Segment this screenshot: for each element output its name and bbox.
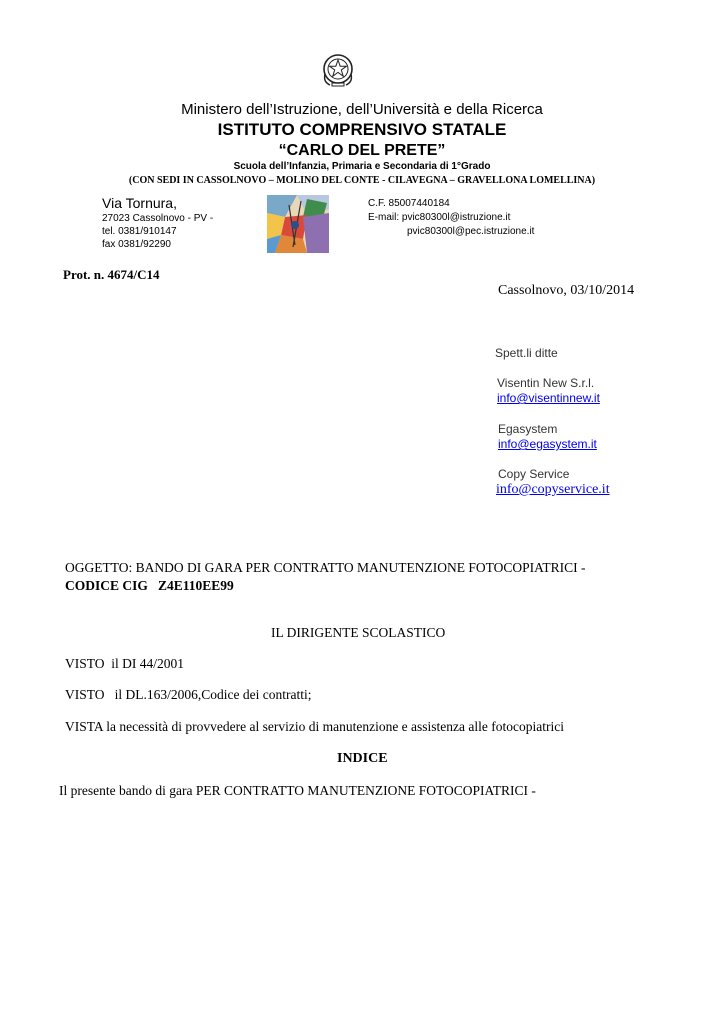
email-line: E-mail: pvic80300l@istruzione.it xyxy=(368,212,511,223)
pec-line: pvic80300l@pec.istruzione.it xyxy=(407,226,535,237)
ministry-name: Ministero dell’Istruzione, dell’Università e della Ricerca xyxy=(181,101,543,118)
institute-name: ISTITUTO COMPRENSIVO STATALE xyxy=(217,120,507,139)
recipients-heading: Spett.li ditte xyxy=(495,346,558,360)
subject-cig: CODICE CIG Z4E110EE99 xyxy=(65,578,234,593)
recipient-name: Egasystem xyxy=(498,422,558,436)
recipient-name: Visentin New S.r.l. xyxy=(497,376,595,390)
recipient-name: Copy Service xyxy=(498,467,570,481)
protocol-number: Prot. n. 4674/C14 xyxy=(63,267,160,282)
subject-line: OGGETTO: BANDO DI GARA PER CONTRATTO MANUTENZIONE FOTOCOPIATRICI - xyxy=(65,560,586,575)
indice-heading: INDICE xyxy=(337,751,388,766)
fax-line: fax 0381/92290 xyxy=(102,239,171,250)
visto-line: VISTO il DI 44/2001 xyxy=(65,656,185,671)
school-name: “CARLO DEL PRETE” xyxy=(278,142,446,159)
dirigente-heading: IL DIRIGENTE SCOLASTICO xyxy=(271,625,446,640)
cf-line: C.F. 85007440184 xyxy=(368,198,450,209)
city-line: 27023 Cassolnovo - PV - xyxy=(102,213,214,224)
school-logo-icon xyxy=(267,195,329,253)
presente-line: Il presente bando di gara PER CONTRATTO MANUTENZIONE FOTOCOPIATRICI - xyxy=(59,783,536,798)
vista-line: VISTA la necessità di provvedere al servizio di manutenzione e assistenza alle fotocopiatrici xyxy=(65,719,564,734)
recipient-email-link[interactable]: info@visentinnew.it xyxy=(497,391,600,405)
visto-line: VISTO il DL.163/2006,Codice dei contratti; xyxy=(65,687,312,702)
tel-line: tel. 0381/910147 xyxy=(102,226,177,237)
republic-emblem-icon xyxy=(321,52,355,88)
school-sedi: (CON SEDI IN CASSOLNOVO – MOLINO DEL CONTE - CILAVEGNA – GRAVELLONA LOMELLINA) xyxy=(128,175,596,186)
recipient-email-link[interactable]: info@copyservice.it xyxy=(496,482,610,497)
recipient-email-link[interactable]: info@egasystem.it xyxy=(498,437,597,451)
school-subtitle: Scuola dell’Infanzia, Primaria e Secondaria di 1°Grado xyxy=(233,161,491,172)
address-line: Via Tornura, xyxy=(102,195,177,211)
place-date: Cassolnovo, 03/10/2014 xyxy=(498,283,635,298)
